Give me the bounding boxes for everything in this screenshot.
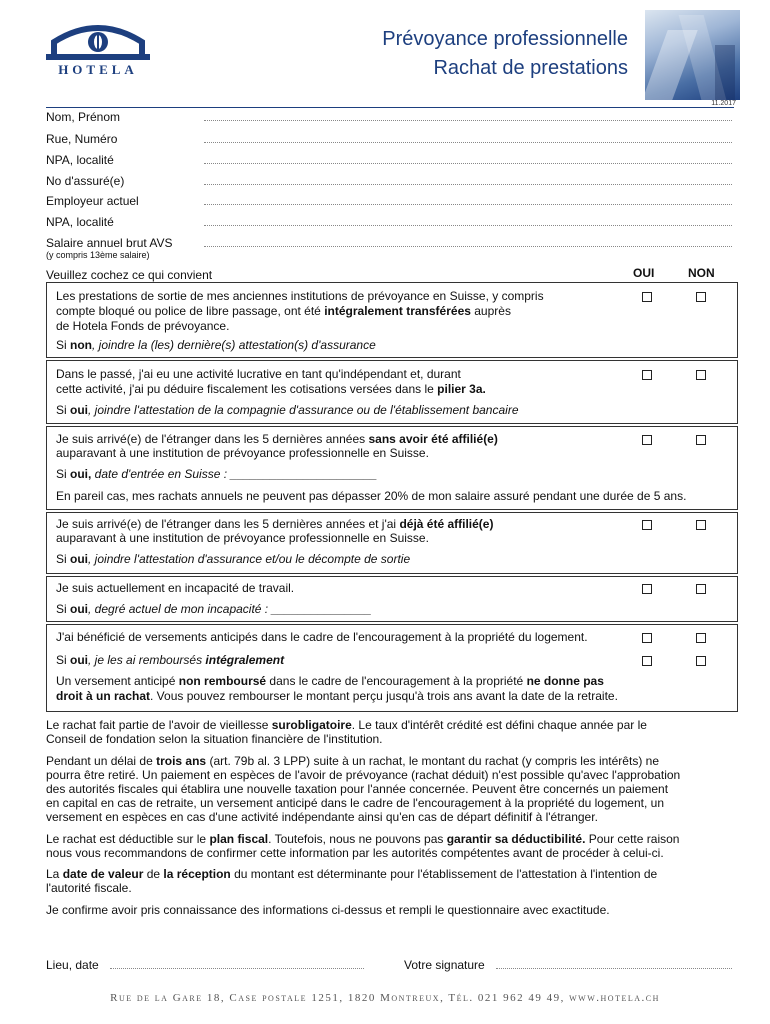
field-input-rue[interactable] — [204, 142, 732, 143]
q4-oui-checkbox[interactable] — [642, 520, 652, 530]
p2-line-5: versement en espèces en cas d'une activité indépendante ainsi qu'en cas de départ définitif à l'étranger. — [46, 810, 598, 824]
place-date-label: Lieu, date — [46, 958, 99, 972]
q1-oui-checkbox[interactable] — [642, 292, 652, 302]
q6-note-emphasis: intégralement — [205, 653, 285, 667]
q1-note — [56, 338, 376, 353]
q4-emphasis: déjà été affilié(e) — [399, 517, 494, 531]
field-input-nom[interactable] — [204, 120, 732, 121]
q2-note-prefix: Si — [56, 403, 71, 417]
field-input-npa-employeur[interactable] — [204, 225, 732, 226]
p2-line-4: en capital en cas de retraite, un versement anticipé dans le cadre de l'encouragement à la propriété du logement, un — [46, 796, 665, 810]
p1-text-3: Conseil de fondation selon la situation financière de l'institution. — [46, 732, 383, 746]
q2-emphasis: pilier 3a. — [437, 382, 486, 396]
field-label-npa-employeur: NPA, localité — [46, 215, 114, 229]
q5-line1: Je suis actuellement en incapacité de travail. — [56, 581, 295, 595]
q3-oui-checkbox[interactable] — [642, 435, 652, 445]
p2-line-3: des autorités fiscales qui établira une nouvelle taxation pour l'année concernée. Peuvent être concernés un paiement — [46, 782, 669, 796]
q1-line3: de Hotela Fonds de prévoyance. — [56, 319, 230, 333]
form-subtitle: Rachat de prestations — [433, 57, 628, 79]
q2-note-keyword: oui — [70, 403, 89, 417]
q6-extra-text-2: dans le cadre de l'encouragement à la propriété — [266, 674, 527, 688]
p4-emphasis-2: la réception — [163, 867, 231, 881]
q3-line1 — [56, 432, 498, 447]
q4-note-keyword: oui — [70, 552, 89, 566]
field-label-nom: Nom, Prénom — [46, 110, 121, 124]
q4-line1 — [56, 517, 493, 532]
p4-text: La — [46, 867, 63, 881]
q6-extra-line2 — [56, 689, 618, 704]
q4-note-text: , joindre l'attestation d'assurance et/ou le décompte de sortie — [88, 552, 411, 566]
info-paragraph-2 — [46, 754, 734, 824]
column-header-non: NON — [688, 266, 715, 280]
q3-emphasis: sans avoir été affilié(e) — [368, 432, 498, 446]
q4-non-checkbox[interactable] — [696, 520, 706, 530]
q2-note — [56, 403, 519, 418]
header-divider — [46, 107, 734, 108]
q2-oui-checkbox[interactable] — [642, 370, 652, 380]
q5-note-prefix: Si — [56, 602, 71, 616]
info-paragraph-4 — [46, 867, 734, 895]
p1-emphasis: surobligatoire — [271, 718, 352, 732]
field-label-employeur: Employeur actuel — [46, 194, 139, 208]
info-paragraph-1 — [46, 718, 734, 746]
q5-incapacity-field[interactable]: , degré actuel de mon incapacité : _______________ — [88, 602, 372, 616]
p3-emphasis-2: garantir sa déductibilité. — [446, 832, 586, 846]
q6-note-keyword: oui — [70, 653, 89, 667]
q6-line1: J'ai bénéficié de versements anticipés dans le cadre de l'encouragement à la propriété du logement. — [56, 630, 588, 644]
column-header-oui: OUI — [633, 266, 655, 280]
p4-emphasis: date de valeur — [62, 867, 144, 881]
q5-note-keyword: oui — [70, 602, 89, 616]
q6-extra-emphasis: non remboursé — [178, 674, 267, 688]
q6-note-text: , je les ai remboursés — [88, 653, 206, 667]
q2-non-checkbox[interactable] — [696, 370, 706, 380]
q2-line1: Dans le passé, j'ai eu une activité lucrative en tant qu'indépendant et, durant — [56, 367, 461, 381]
q1-line1: Les prestations de sortie de mes anciennes institutions de prévoyance en Suisse, y compris — [56, 289, 544, 303]
q1-note-prefix: Si — [56, 338, 71, 352]
field-label-rue: Rue, Numéro — [46, 132, 118, 146]
field-note-salaire: (y compris 13ème salaire) — [46, 250, 150, 260]
p2-text: Pendant un délai de — [46, 754, 157, 768]
p4-text-2: de — [143, 867, 164, 881]
field-input-salaire[interactable] — [204, 246, 732, 247]
q3-note-keyword: oui, — [70, 467, 92, 481]
q1-non-checkbox[interactable] — [696, 292, 706, 302]
p3-emphasis: plan fiscal — [209, 832, 269, 846]
q3-entry-date-field[interactable]: date d'entrée en Suisse : ______________________ — [91, 467, 378, 481]
q4-note-prefix: Si — [56, 552, 71, 566]
p4-text-3: du montant est déterminante pour l'établissement de l'attestation à l'intention de — [230, 867, 658, 881]
form-title: Prévoyance professionnelle — [382, 28, 628, 50]
q6-extra-text-3: . Vous pouvez rembourser le montant perçu jusqu'à trois ans avant la date de la retraite. — [150, 689, 618, 703]
place-date-field[interactable] — [110, 968, 364, 969]
q5-oui-checkbox[interactable] — [642, 584, 652, 594]
q2-text: cette activité, j'ai pu déduire fiscalement les cotisations versées dans le — [56, 382, 438, 396]
q5-non-checkbox[interactable] — [696, 584, 706, 594]
q6-extra-line1 — [56, 674, 604, 689]
p3-line-2: nous vous recommandons de confirmer cette information par les autorités compétentes avant de procéder à celui-ci. — [46, 846, 664, 860]
p3-text: Le rachat est déductible sur le — [46, 832, 210, 846]
footer-address: Rue de la Gare 18, Case postale 1251, 1820 Montreux, Tél. 021 962 49 49, www.hotela.ch — [110, 992, 660, 1004]
q1-line2 — [56, 304, 511, 319]
q4-line2: auparavant à une institution de prévoyance professionnelle en Suisse. — [56, 531, 429, 545]
q6-rembourse-non-checkbox[interactable] — [696, 656, 706, 666]
field-input-employeur[interactable] — [204, 204, 732, 205]
signature-label: Votre signature — [404, 958, 485, 972]
building-photo — [645, 10, 740, 100]
signature-field[interactable] — [496, 968, 732, 969]
p3-text-3: Pour cette raison — [585, 832, 680, 846]
logo-text: HOTELA — [58, 62, 138, 77]
table-instruction: Veuillez cochez ce qui convient — [46, 268, 213, 282]
q4-note — [56, 552, 410, 567]
q5-note — [56, 602, 372, 617]
q3-non-checkbox[interactable] — [696, 435, 706, 445]
q1-text-end: auprès — [470, 304, 511, 318]
p4-line-2: l'autorité fiscale. — [46, 881, 132, 895]
q6-oui-checkbox[interactable] — [642, 633, 652, 643]
q1-emphasis: intégralement transférées — [324, 304, 471, 318]
q3-note — [56, 467, 377, 482]
q3-note-prefix: Si — [56, 467, 71, 481]
p1-text-2: . Le taux d'intérêt crédité est défini chaque année par le — [351, 718, 647, 732]
p2-line-2: pourra être retiré. Un paiement en espèces de l'avoir de prévoyance (rachat déduit) n'est possible qu'avec l'approbation — [46, 768, 681, 782]
hotela-logo-emblem-icon — [46, 22, 150, 62]
q3-extra: En pareil cas, mes rachats annuels ne peuvent pas dépasser 20% de mon salaire assuré pendant une durée de 5 ans. — [56, 489, 687, 503]
q6-extra-emphasis-3: droit à un rachat — [56, 689, 151, 703]
q4-text: Je suis arrivé(e) de l'étranger dans les 5 dernières années et j'ai — [56, 517, 400, 531]
q6-note — [56, 653, 284, 668]
field-label-npa: NPA, localité — [46, 153, 114, 167]
q6-extra-text: Un versement anticipé — [56, 674, 179, 688]
q6-rembourse-oui-checkbox[interactable] — [642, 656, 652, 666]
q6-note-prefix: Si — [56, 653, 71, 667]
info-paragraph-3 — [46, 832, 734, 860]
q1-note-keyword: non — [70, 338, 93, 352]
form-version: 11.2017 — [711, 100, 736, 107]
p3-text-2: . Toutefois, nous ne pouvons pas — [268, 832, 447, 846]
field-input-assure[interactable] — [204, 184, 732, 185]
p2-text-2: (art. 79b al. 3 LPP) suite à un rachat, le montant du rachat (y compris les intérêts) ne — [206, 754, 659, 768]
q3-line2: auparavant à une institution de prévoyance professionnelle en Suisse. — [56, 446, 429, 460]
q2-note-text: , joindre l'attestation de la compagnie d'assurance ou de l'établissement bancaire — [88, 403, 519, 417]
q1-note-text: , joindre la (les) dernière(s) attestation(s) d'assurance — [92, 338, 376, 352]
q3-text: Je suis arrivé(e) de l'étranger dans les 5 dernières années — [56, 432, 369, 446]
p1-text: Le rachat fait partie de l'avoir de vieillesse — [46, 718, 272, 732]
confirmation-statement: Je confirme avoir pris connaissance des informations ci-dessus et rempli le questionnaire avec exactitude. — [46, 903, 610, 917]
q2-line2 — [56, 382, 486, 397]
q6-non-checkbox[interactable] — [696, 633, 706, 643]
field-label-salaire: Salaire annuel brut AVS — [46, 236, 173, 250]
p2-emphasis: trois ans — [156, 754, 207, 768]
field-label-assure: No d'assuré(e) — [46, 174, 125, 188]
field-input-npa[interactable] — [204, 163, 732, 164]
q1-text: compte bloqué ou police de libre passage, ont été — [56, 304, 325, 318]
q6-extra-emphasis-2: ne donne pas — [526, 674, 604, 688]
